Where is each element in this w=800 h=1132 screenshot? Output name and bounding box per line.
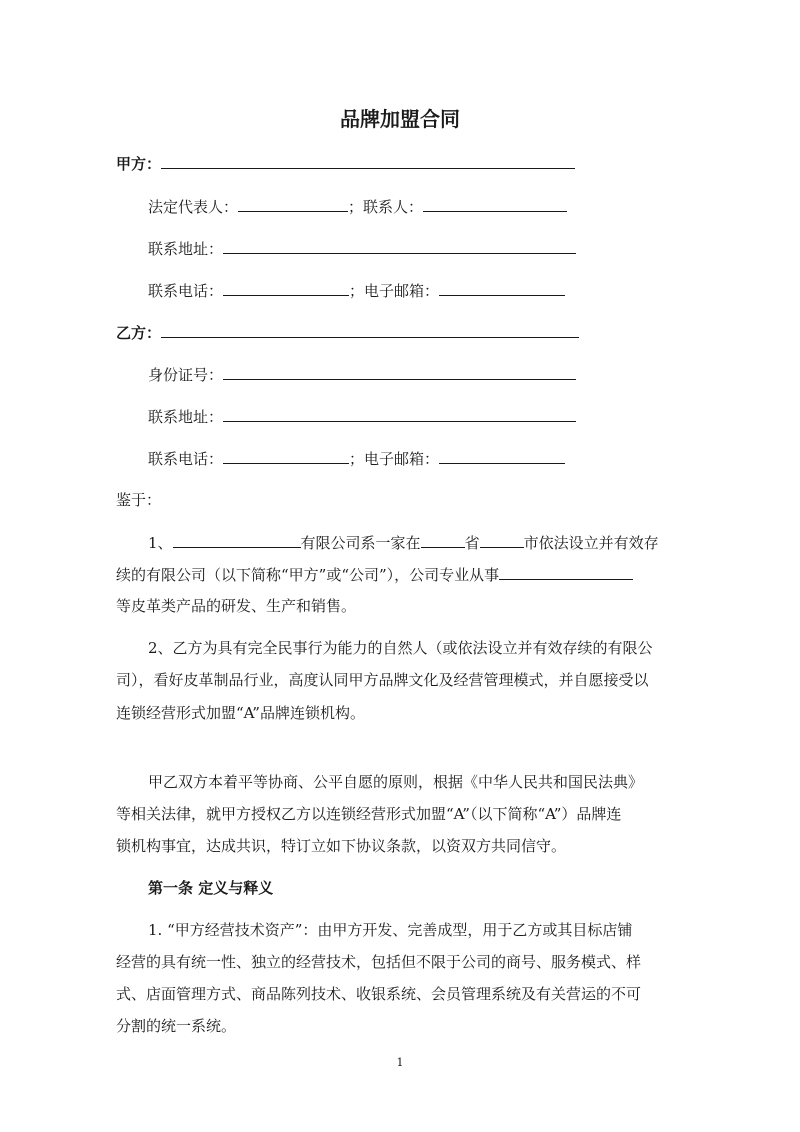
party-b-address-blank[interactable] xyxy=(223,406,576,422)
separator: ； xyxy=(348,198,364,216)
separator: ； xyxy=(349,450,365,468)
party-b-phone-row xyxy=(148,448,565,469)
party-b-email-blank[interactable] xyxy=(439,448,565,464)
party-b-address-row xyxy=(148,406,576,427)
whereas-heading: 鉴于： xyxy=(116,491,162,509)
item1-city-blank[interactable] xyxy=(480,532,524,548)
separator: ； xyxy=(349,282,365,300)
party-b-phone-label: 联系电话： xyxy=(148,450,224,468)
party-a-email-blank[interactable] xyxy=(439,280,565,296)
item1-line3: 等皮革类产品的研发、生产和销售。 xyxy=(116,597,357,615)
party-a-row xyxy=(116,153,575,174)
article1-line1: 1. “甲方经营技术资产”：由甲方开发、完善成型，用于乙方或其目标店铺 xyxy=(148,921,633,939)
item2-line2: 司），看好皮革制品行业，高度认同甲方品牌文化及经营管理模式，并自愿接受以 xyxy=(116,671,649,689)
item1-province-blank[interactable] xyxy=(421,532,465,548)
item1-text1: 有限公司系一家在 xyxy=(300,534,421,552)
item1-business-blank[interactable] xyxy=(499,564,633,580)
preamble-line3: 锁机构事宜，达成共识，特订立如下协议条款，以资双方共同信守。 xyxy=(116,837,567,855)
item1-line2 xyxy=(116,564,633,585)
item1-text3: 市依法设立并有效存 xyxy=(523,534,659,552)
party-b-phone-blank[interactable] xyxy=(223,448,349,464)
party-b-id-row xyxy=(148,364,576,385)
article1-line4: 分割的统一系统。 xyxy=(116,1017,237,1035)
party-a-phone-row xyxy=(148,280,565,301)
party-a-address-label: 联系地址： xyxy=(148,240,224,258)
party-b-label: 乙方： xyxy=(116,324,162,342)
party-a-phone-blank[interactable] xyxy=(223,280,349,296)
party-b-row xyxy=(116,322,579,343)
preamble-line1: 甲乙双方本着平等协商、公平自愿的原则，根据《中华人民共和国民法典》 xyxy=(148,773,644,791)
preamble-line2: 等相关法律，就甲方授权乙方以连锁经营形式加盟“A”（以下简称“A”）品牌连 xyxy=(116,805,622,823)
article1-line2: 经营的具有统一性、独立的经营技术，包括但不限于公司的商号、服务模式、样 xyxy=(116,953,642,971)
party-a-email-label: 电子邮箱： xyxy=(364,282,440,300)
contact-person-label: 联系人： xyxy=(363,198,424,216)
item1-line2-text: 续的有限公司（以下简称“甲方”或“公司”），公司专业从事 xyxy=(116,566,500,584)
item1-line1 xyxy=(148,532,659,553)
party-b-id-label: 身份证号： xyxy=(148,366,224,384)
legal-rep-label: 法定代表人： xyxy=(148,198,239,216)
party-a-address-blank[interactable] xyxy=(223,238,576,254)
party-a-legal-rep-row xyxy=(148,196,567,217)
legal-rep-blank[interactable] xyxy=(238,196,348,212)
article1-heading: 第一条 定义与释义 xyxy=(148,879,274,897)
party-b-id-blank[interactable] xyxy=(223,364,576,380)
item1-text2: 省 xyxy=(464,534,480,552)
party-b-blank[interactable] xyxy=(161,322,579,338)
item2-line1: 2、乙方为具有完全民事行为能力的自然人（或依法设立并有效存续的有限公 xyxy=(148,639,653,657)
document-title: 品牌加盟合同 xyxy=(340,107,460,131)
party-a-label: 甲方： xyxy=(116,155,162,173)
article1-line3: 式、店面管理方式、商品陈列技术、收银系统、会员管理系统及有关营运的不可 xyxy=(116,985,642,1003)
item1-prefix: 1、 xyxy=(148,534,173,552)
item1-company-blank[interactable] xyxy=(173,532,301,548)
party-b-address-label: 联系地址： xyxy=(148,408,224,426)
item2-line3: 连锁经营形式加盟“A”品牌连锁机构。 xyxy=(116,704,365,722)
party-a-blank[interactable] xyxy=(161,153,575,169)
contact-person-blank[interactable] xyxy=(423,196,567,212)
party-b-email-label: 电子邮箱： xyxy=(364,450,440,468)
party-a-phone-label: 联系电话： xyxy=(148,282,224,300)
page-number: 1 xyxy=(396,1056,404,1069)
party-a-address-row xyxy=(148,238,576,259)
